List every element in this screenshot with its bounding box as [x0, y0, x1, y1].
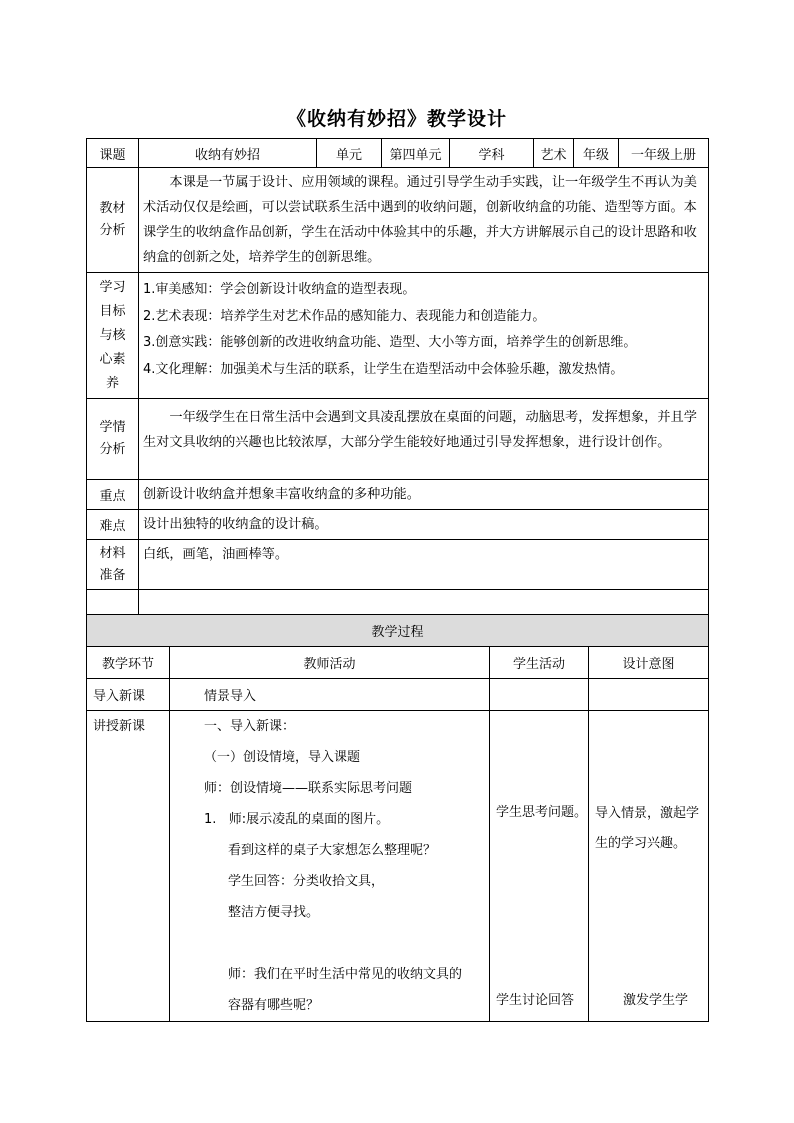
design-info-table	[86, 138, 709, 615]
objective-item: 1.审美感知：学会创新设计收纳盒的造型表现。	[143, 282, 416, 297]
empty-cell	[87, 590, 139, 615]
teach-stage: 讲授新课	[87, 711, 170, 1022]
teacher-line: 师：创设情境——联系实际思考问题	[204, 781, 413, 796]
column-header: 教学环节	[87, 647, 170, 679]
teach-student-activity	[490, 711, 589, 1022]
material-analysis-label: 教材分析	[87, 168, 139, 273]
intro-student-activity	[490, 679, 589, 711]
intent-1: 导入情景，激起学生的学习兴趣。	[595, 806, 700, 851]
teacher-line: 看到这样的桌子大家想怎么整理呢？	[228, 843, 437, 858]
column-header: 教师活动	[170, 647, 490, 679]
column-header: 学生活动	[490, 647, 589, 679]
teacher-line: （一）创设情境，导入课题	[204, 750, 361, 765]
objective-item: 2.艺术表现：培养学生对艺术作品的感知能力、表现能力和创造能力。	[143, 308, 546, 324]
materials-label: 材料准备	[87, 540, 139, 590]
teacher-line	[170, 928, 485, 959]
objectives-list	[139, 273, 709, 399]
topic-value: 收纳有妙招	[139, 139, 317, 168]
student-analysis-text: 一年级学生在日常生活中会遇到文具凌乱摆放在桌面的问题，动脑思考，发挥想象，并且学生对文具收纳的兴趣也比较浓厚，大部分学生能较好地通过引导发挥想象，进行设计创作。	[139, 399, 709, 480]
teacher-line: 容器有哪些呢？	[228, 998, 320, 1013]
topic-label: 课题	[87, 139, 139, 168]
unit-label: 单元	[317, 139, 382, 168]
objectives-label: 学习目标与核心素养	[87, 273, 139, 399]
teacher-line: 整洁方便寻找。	[228, 905, 320, 920]
student-activity-1: 学生思考问题。	[496, 805, 588, 820]
teaching-process-table	[86, 614, 709, 1022]
intro-teacher-activity: 情景导入	[170, 679, 490, 711]
intro-stage: 导入新课	[87, 679, 170, 711]
teacher-line: 一、导入新课：	[204, 719, 296, 734]
teacher-line: 学生回答：分类收拾文具，	[228, 874, 385, 889]
objective-item: 3.创意实践：能够创新的改进收纳盒功能、造型、大小等方面，培养学生的创新思维。	[143, 335, 637, 350]
unit-value: 第四单元	[382, 139, 450, 168]
materials-text: 白纸，画笔，油画棒等。	[139, 540, 709, 590]
objective-item: 4.文化理解：加强美术与生活的联系，让学生在造型活动中会体验乐趣，激发热情。	[143, 361, 624, 377]
grade-value: 一年级上册	[619, 139, 709, 168]
teach-intent	[589, 711, 709, 1022]
column-header: 设计意图	[589, 647, 709, 679]
student-activity-2: 学生讨论回答	[496, 993, 575, 1008]
difficulty-text: 设计出独特的收纳盒的设计稿。	[139, 510, 709, 540]
difficulty-label: 难点	[87, 510, 139, 540]
grade-label: 年级	[574, 139, 619, 168]
intent-2: 激发学生学	[623, 993, 689, 1008]
teacher-line: 师：我们在平时生活中常见的收纳文具的	[228, 967, 463, 982]
material-analysis-text: 本课是一节属于设计、应用领域的课程。通过引导学生动手实践，让一年级学生不再认为美术活动仅仅是绘画，可以尝试联系生活中遇到的收纳问题，创新收纳盒的功能、造型等方面。本课学生的收纳盒作品创新，学生在活动中体验其中的乐趣，并大方讲解展示自己的设计思路和收纳盒的创新之处，培养学生的创新思维。	[139, 168, 709, 273]
empty-cell	[139, 590, 709, 615]
key-point-text: 创新设计收纳盒并想象丰富收纳盒的多种功能。	[139, 480, 709, 510]
subject-value: 艺术	[534, 139, 574, 168]
page-title: 《收纳有妙招》教学设计	[286, 108, 507, 130]
process-section-title: 教学过程	[87, 615, 709, 647]
teacher-line: 1. 师:展示凌乱的桌面的图片。	[204, 812, 390, 827]
intro-intent	[589, 679, 709, 711]
key-point-label: 重点	[87, 480, 139, 510]
student-analysis-label: 学情分析	[87, 399, 139, 480]
subject-label: 学科	[450, 139, 534, 168]
teach-teacher-activity	[170, 711, 490, 1022]
